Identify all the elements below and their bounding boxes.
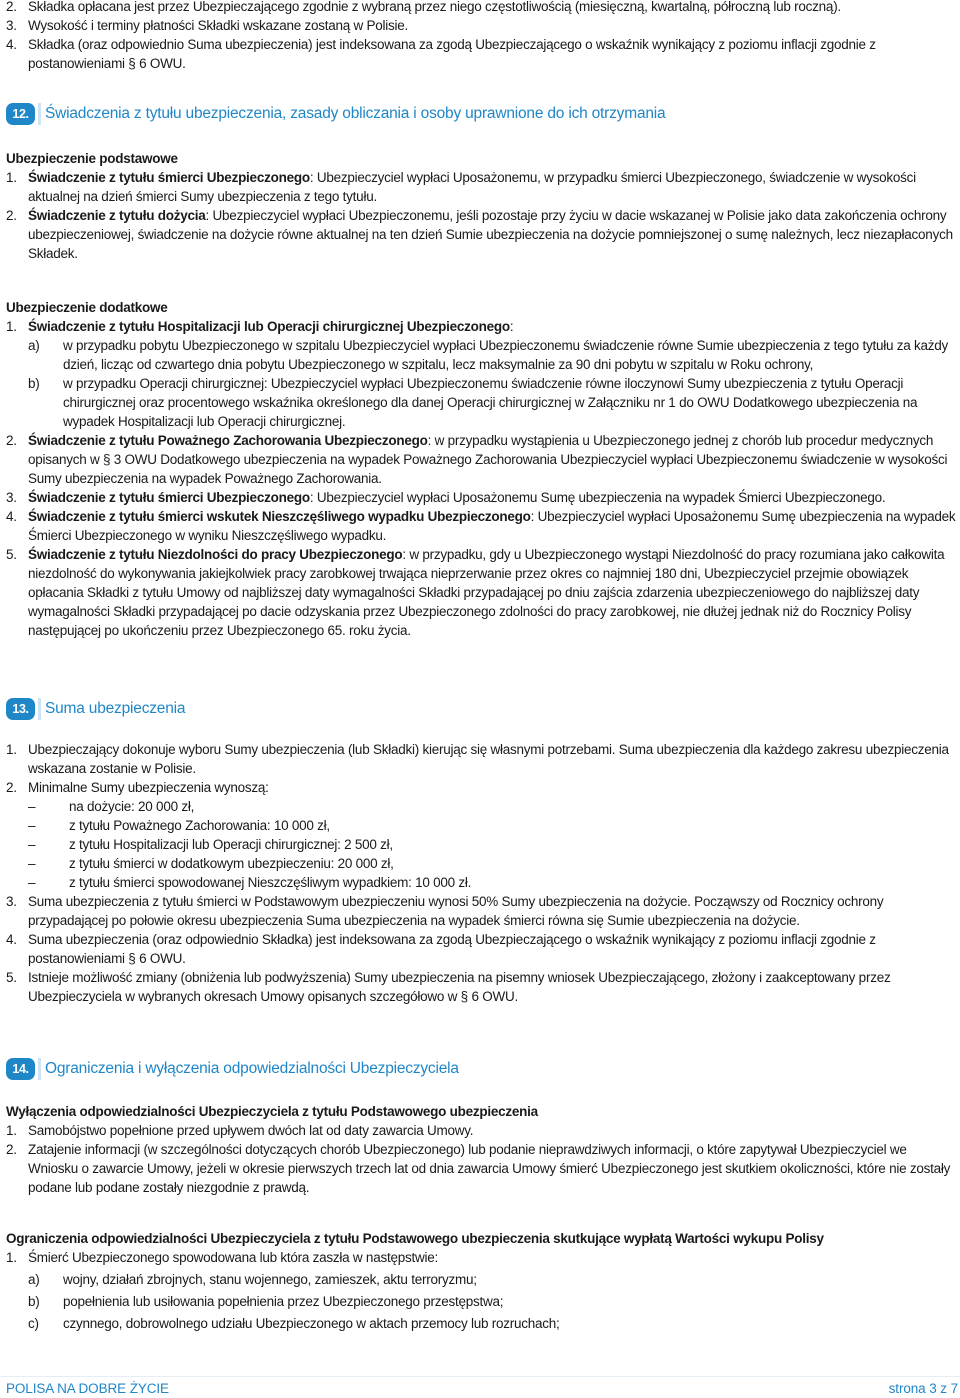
sub-item: b) popełnienia lub usiłowania popełnienia przez Ubezpieczonego przestępstwa;: [28, 1294, 504, 1309]
list-item: 1. Ubezpieczający dokonuje wyboru Sumy ubezpieczenia (lub Składki) kierując się własnymi potrzebami. Suma ubezpieczenia dla każdego zakresu ubezpieczenia wskazana zostanie w Polisie.: [6, 742, 949, 776]
section-12-additional-body: [6, 298, 958, 640]
section-title: Świadczenia z tytułu ubezpieczenia, zasady obliczania i osoby uprawnione do ich otrzymania: [45, 105, 666, 122]
top-list: [6, 0, 958, 73]
section-12-header: [6, 103, 958, 125]
section-divider: [38, 1058, 41, 1080]
list-item: – z tytułu Hospitalizacji lub Operacji chirurgicznej: 2 500 zł,: [28, 837, 393, 852]
section-14-limits: [6, 1229, 958, 1333]
list-item: 4. Składka (oraz odpowiednio Suma ubezpieczenia) jest indeksowana za zgodą Ubezpieczającego o wskaźnik wynikający z poziomu inflacji zgodnie z postanowieniami § 6 OWU.: [6, 37, 876, 71]
section-12-body: [6, 149, 958, 263]
list-item: – z tytułu śmierci spowodowanej Nieszczęśliwym wypadkiem: 10 000 zł.: [28, 875, 472, 890]
list-item: 4. Suma ubezpieczenia (oraz odpowiednio Składka) jest indeksowana za zgodą Ubezpieczającego o wskaźnik wynikający z poziomu inflacji zgodnie z postanowieniami § 6 OWU.: [6, 932, 876, 966]
subsection-heading: Wyłączenia odpowiedzialności Ubezpieczyciela z tytułu Podstawowego ubezpieczenia: [6, 1104, 538, 1119]
section-number-badge: 12.: [6, 103, 35, 125]
footer-divider: [0, 1376, 960, 1377]
subsection-heading: Ubezpieczenie podstawowe: [6, 151, 178, 166]
list-item: 1. Świadczenie z tytułu Hospitalizacji lub Operacji chirurgicznej Ubezpieczonego:: [6, 319, 514, 334]
list-item: 1. Śmierć Ubezpieczonego spowodowana lub która zaszła w następstwie:: [6, 1250, 438, 1265]
list-item: 2. Minimalne Sumy ubezpieczenia wynoszą:: [6, 780, 269, 795]
sub-item: c) czynnego, dobrowolnego udziału Ubezpieczonego w aktach przemocy lub rozruchach;: [28, 1316, 560, 1331]
list-item: 1. Samobójstwo popełnione przed upływem dwóch lat od daty zawarcia Umowy.: [6, 1123, 474, 1138]
section-number-badge: 14.: [6, 1058, 35, 1080]
section-divider: [38, 698, 41, 720]
list-item: 4. Świadczenie z tytułu śmierci wskutek Nieszczęśliwego wypadku Ubezpieczonego: Ubezpieczyciel wypłaci Uposażonemu Sumę ubezpieczenia na wypadek Śmierci Ubezpieczonego w wyniku Nieszczęśliwego wypadku.: [6, 509, 956, 543]
list-item: 5. Świadczenie z tytułu Niezdolności do pracy Ubezpieczonego: w przypadku, gdy u Ubezpieczonego wystąpi Niezdolność do pracy rozumiana jako całkowita niezdolność do wykonywania jakiejkolwiek pracy zarobkowej trwająca nieprzerwanie przez okres co najmniej 180 dni, Ubezpieczyciel przejmie obowiązek opłacania Składki z tytułu Umowy od najbliższej daty wymagalności Składki przypadającej po dniu zajścia zdarzenia ubezpieczeniowego do najbliższej daty wymagalności Składki przypadającej po dacie odzyskania przez Ubezpieczonego zdolności do pracy zarobkowej, nie dłużej jednak niż do Rocznicy Polisy następującej po ukończeniu przez Ubezpieczonego 65. roku życia.: [6, 547, 945, 638]
list-item: 3. Świadczenie z tytułu śmierci Ubezpieczonego: Ubezpieczyciel wypłaci Uposażonemu Sumę ubezpieczenia na wypadek Śmierci Ubezpieczonego.: [6, 490, 886, 505]
footer-page-number: strona 3 z 7: [888, 1381, 958, 1396]
subsection-heading: Ubezpieczenie dodatkowe: [6, 300, 168, 315]
section-divider: [38, 103, 41, 125]
list-item: 3. Wysokość i terminy płatności Składki wskazane zostaną w Polisie.: [6, 18, 409, 33]
list-item: 1. Świadczenie z tytułu śmierci Ubezpieczonego: Ubezpieczyciel wypłaci Uposażonemu, w przypadku śmierci Ubezpieczonego, świadczenie w wysokości aktualnej na dzień śmierci Sumy ubezpieczenia z tego tytułu.: [6, 170, 916, 204]
section-13-body: [6, 740, 958, 1006]
page-footer: [6, 1379, 958, 1398]
section-title: Suma ubezpieczenia: [45, 700, 186, 717]
list-item: 2. Świadczenie z tytułu dożycia: Ubezpieczyciel wypłaci Ubezpieczonemu, jeśli pozostaje przy życiu w dacie wskazanej w Polisie jako data zakończenia ochrony ubezpieczeniowej, świadczenie na dożycie równe aktualnej na ten dzień Sumie ubezpieczenia na dożycie pomniejszonej o sumę należnych, lecz niezapłaconych Składek.: [6, 208, 953, 261]
list-item: – z tytułu śmierci w dodatkowym ubezpieczeniu: 20 000 zł,: [28, 856, 394, 871]
list-item: – na dożycie: 20 000 zł,: [28, 799, 195, 814]
section-title: Ograniczenia i wyłączenia odpowiedzialności Ubezpieczyciela: [45, 1060, 459, 1077]
subsection-heading: Ograniczenia odpowiedzialności Ubezpieczyciela z tytułu Podstawowego ubezpieczenia skutkujące wypłatą Wartości wykupu Polisy: [6, 1231, 824, 1246]
list-item: – z tytułu Poważnego Zachorowania: 10 000 zł,: [28, 818, 330, 833]
list-item: 2. Zatajenie informacji (w szczególności dotyczących chorób Ubezpieczonego) lub podanie nieprawdziwych informacji, o które zapytywał Ubezpieczyciel we Wniosku o zawarcie Umowy, jeżeli w okresie pierwszych trzech lat od dnia zawarcia Umowy śmierć Ubezpieczonego jest skutkiem okoliczności, które nie zostały podane lub podane zostały niezgodnie z prawdą.: [6, 1142, 951, 1195]
section-14-body: [6, 1102, 958, 1197]
section-number-badge: 13.: [6, 698, 35, 720]
list-item: 3. Suma ubezpieczenia z tytułu śmierci w Podstawowym ubezpieczeniu wynosi 50% Sumy ubezpieczenia na dożycie. Począwszy od Rocznicy ochrony przypadającej po połowie okresu ubezpieczenia Suma ubezpieczenia na wypadek śmierci równa się Sumie ubezpieczenia na dożycie.: [6, 894, 884, 928]
sub-item: b) w przypadku Operacji chirurgicznej: Ubezpieczyciel wypłaci Ubezpieczonemu świadczenie równe iloczynowi Sumy ubezpieczenia z tytułu Operacji chirurgicznej oraz procentowego wskaźnika określonego dla danej Operacji chirurgicznej w Załączniku nr 1 do OWU Dodatkowego ubezpieczenia na wypadek Hospitalizacji lub Operacji chirurgicznej.: [28, 376, 918, 429]
section-14-header: [6, 1058, 958, 1080]
sub-item: a) wojny, działań zbrojnych, stanu wojennego, zamieszek, aktu terroryzmu;: [28, 1272, 477, 1287]
section-13-header: [6, 698, 958, 720]
list-item: 2. Składka opłacana jest przez Ubezpieczającego zgodnie z wybraną przez niego częstotliwością (miesięczną, kwartalną, półroczną lub roczną).: [6, 0, 841, 14]
footer-product-name: POLISA NA DOBRE ŻYCIE: [6, 1381, 169, 1396]
list-item: 2. Świadczenie z tytułu Poważnego Zachorowania Ubezpieczonego: w przypadku wystąpienia u Ubezpieczonego jednej z chorób lub procedur medycznych opisanych w § 3 OWU Dodatkowego ubezpieczenia na wypadek Poważnego Zachorowania Ubezpieczyciel wypłaci Ubezpieczonemu świadczenie w wysokości Sumy ubezpieczenia na wypadek Poważnego Zachorowania.: [6, 433, 948, 486]
sub-item: a) w przypadku pobytu Ubezpieczonego w szpitalu Ubezpieczyciel wypłaci Ubezpieczonemu świadczenie równe Sumie ubezpieczenia z tego tytułu za każdy dzień, licząc od czwartego dnia pobytu Ubezpieczonego w szpitalu, lecz maksymalnie za 90 dni pobytu w szpitalu w Roku ochrony,: [28, 338, 948, 372]
list-item: 5. Istnieje możliwość zmiany (obniżenia lub podwyższenia) Sumy ubezpieczenia na pisemny wniosek Ubezpieczającego, złożony i zaakceptowany przez Ubezpieczyciela w wybranych okresach Umowy opisanych szczegółowo w § 6 OWU.: [6, 970, 891, 1004]
